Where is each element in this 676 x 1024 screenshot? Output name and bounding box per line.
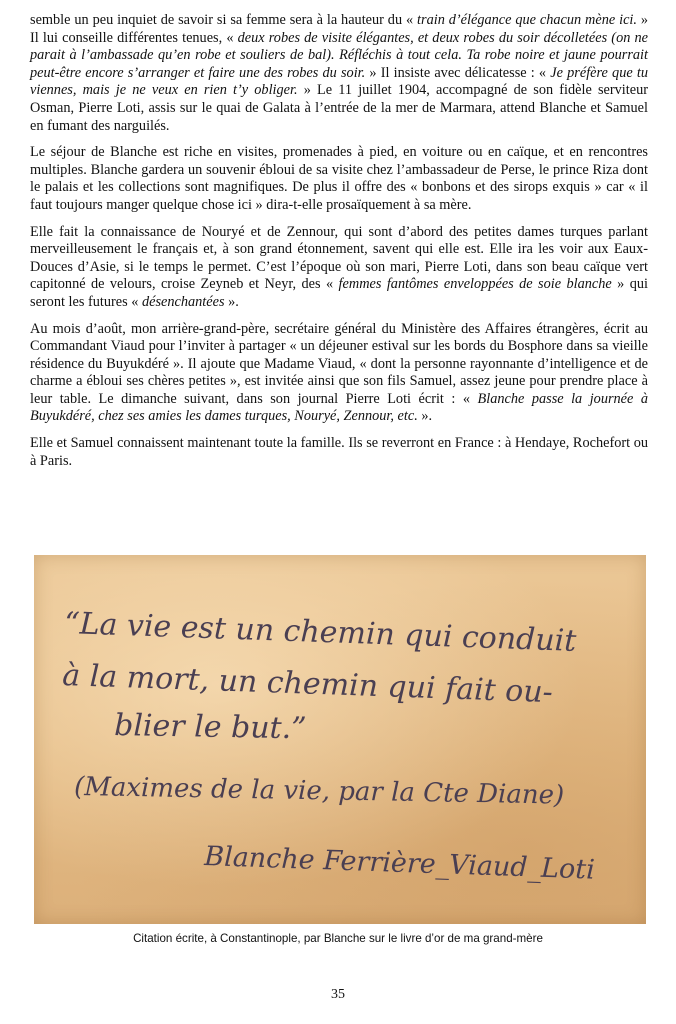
text-run: » Il lui conseille différentes tenues, «	[30, 12, 649, 46]
paragraph	[30, 12, 648, 135]
handwriting-line-3: blier le but.”	[113, 708, 307, 747]
handwritten-signature: Blanche Ferrière_Viaud_Loti	[203, 841, 596, 886]
text-run: » Le 11 juillet 1904, accompagné de son fidèle serviteur Osman, Pierre Loti, assis sur le quai de Galata à l’entrée de la mer de Marmara, attend Blanche et Samuel en fumant des narguilés.	[30, 82, 648, 134]
text-run: ».	[224, 293, 239, 310]
paragraph	[30, 144, 648, 214]
italic-quote-run: désenchantées	[141, 293, 225, 310]
text-run: » qui seront les futures «	[30, 276, 648, 310]
text-run: semble un peu inquiet de savoir si sa femme sera à la hauteur du «	[30, 12, 418, 28]
italic-quote-run: deux robes de visite élégantes, et deux robes du soir décolletées (on ne parait à l’ambassade qu’en robe et souliers de bal). Réfléchis à tout cela. Ta robe noire et jaune pourrait peut-être encore s’arranger et faire une des robes du soir.	[30, 29, 649, 81]
paragraph	[30, 435, 648, 470]
italic-quote-run: train d’élégance que chacun mène ici.	[417, 12, 637, 28]
handwriting-line-1: “La vie est un chemin qui conduit	[63, 606, 577, 659]
text-run: Au mois d’août, mon arrière-grand-père, secrétaire général du Ministère des Affaires étrangères, écrit au Commandant Viaud pour l’inviter à partager « un déjeuner estival sur les bords du Bosphore dans sa vieille résidence du Buyukdéré ». Il ajoute que Madame Viaud, « dont la personne rayonnante d’intelligence et de charme a ébloui ses chères petites », est invitée ainsi que son fils Samuel, assez jeune pour prendre place à leur table. Le dimanche suivant, dans son journal Pierre Loti écrit : «	[30, 320, 648, 407]
paragraph	[30, 321, 648, 427]
italic-quote-run: femmes fantômes enveloppées de soie blanche	[338, 276, 612, 293]
text-run: Elle et Samuel connaissent maintenant toute la famille. Ils se reverront en France : à Hendaye, Rochefort ou à Paris.	[30, 435, 648, 469]
handwriting-svg	[34, 555, 646, 924]
handwriting-line-2: à la mort, un chemin qui fait ou-	[61, 658, 554, 711]
italic-quote-run: Blanche passe la journée à Buyukdéré, chez ses amies les dames turques, Nouryé, Zennour, etc.	[30, 390, 649, 425]
text-run: ».	[417, 408, 433, 425]
page-number: 35	[331, 987, 345, 1002]
handwritten-quote-photo	[34, 555, 646, 924]
handwriting-line-4: (Maximes de la vie, par la Cte Diane)	[73, 772, 565, 811]
text-run: » Il insiste avec délicatesse : «	[365, 64, 551, 81]
body-text	[30, 12, 648, 470]
text-run: Elle fait la connaissance de Nouryé et de Zennour, qui sont d’abord des petites dames turques parlant merveilleusement le français et, à son grand étonnement, savent qui elle est. Elle ira les voir aux Eaux-Douces d’Asie, si le temps le permet. C’est l’époque où son mari, Pierre Loti, dans son beau caïque vert capitonné de velours, croise Zeyneb et Neyr, des «	[30, 223, 648, 293]
photo-caption: Citation écrite, à Constantinople, par Blanche sur le livre d’or de ma grand-mère	[133, 932, 543, 945]
paragraph	[30, 224, 648, 312]
italic-quote-run: Je préfère que tu viennes, mais je ne veux en rien t’y obliger.	[30, 64, 648, 99]
text-run: Le séjour de Blanche est riche en visites, promenades à pied, en voiture ou en caïque, et en rencontres multiples. Blanche gardera un souvenir ébloui de sa visite chez l’ambassadeur de Perse, le prince Riza dont le palais et les collections sont magnifiques. De plus il offre des « bonbons et des sirops exquis » car « il faut toujours manger quelque chose ici » dira-t-elle prosaïquement à sa mère.	[30, 144, 648, 213]
